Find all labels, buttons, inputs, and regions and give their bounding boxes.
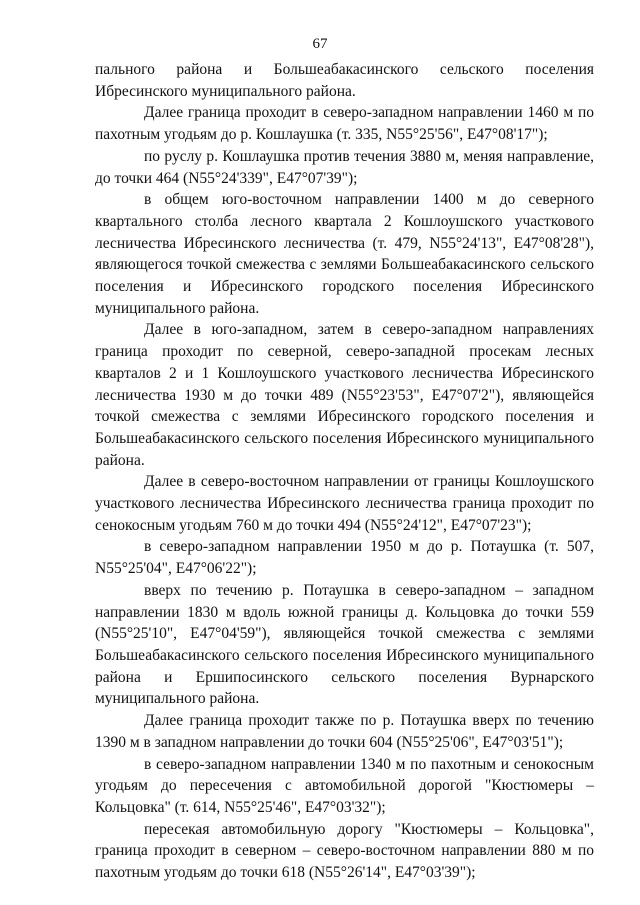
paragraph: в северо-западном направлении 1950 м до р. Потаушка (т. 507, N55°25'04", E47°06'22");: [95, 538, 594, 578]
paragraph: в общем юго-восточном направлении 1400 м до северного квартального столба лесного квартала 2 Кошлоушского участкового лесничества Ибресинского лесничества (т. 479, N55°24'13", E47°08'28"), являющегося точкой смежества с землями Большеабакасинского сельского поселения и Ибресинского городского поселения Ибресинского муниципального района.: [95, 191, 594, 317]
paragraph: Далее граница проходит в северо-западном направлении 1460 м по пахотным угодьям до р. Кошлаушка (т. 335, N55°25'56", E47°08'17");: [95, 104, 594, 144]
paragraph: Далее в юго-западном, затем в северо-западном направлениях граница проходит по северной, северо-западной просекам лесных кварталов 2 и 1 Кошлоушского участкового лесничества Ибресинского лесничества 1930 м до точки 489 (N55°23'53", E47°07'2"), являющейся точкой смежества с землями Ибресинского городского поселения и Большеабакасинского сельского поселения Ибресинского муниципального района.: [95, 321, 594, 469]
paragraph: вверх по течению р. Потаушка в северо-западном – западном направлении 1830 м вдоль южной границы д. Кольцовка до точки 559 (N55°25'10", E47°04'59"), являющейся точкой смежества с землями Большеабакасинского сельского поселения Ибресинского муниципального района и Ершипосинского сельского поселения Вурнарского муниципального района.: [95, 581, 594, 708]
paragraph: Далее граница проходит также по р. Потаушка вверх по течению 1390 м в западном направлении до точки 604 (N55°25'06", E47°03'51");: [95, 712, 594, 751]
paragraph: пересекая автомобильную дорогу "Кюстюмеры – Кольцовка", граница проходит в северном – северо-восточном направлении 880 м по пахотным угодьям до точки 618 (N55°26'14", E47°03'39");: [95, 820, 594, 882]
paragraph: Далее в северо-восточном направлении от границы Кошлоушского участкового лесничества Ибресинского лесничества граница проходит по сенокосным угодьям 760 м до точки 494 (N55°24'12", E47°07'23");: [95, 473, 594, 534]
page-number: 67: [312, 36, 328, 52]
paragraph: по руслу р. Кошлаушка против течения 3880 м, меняя направление, до точки 464 (N55°24'339", E47°07'39");: [95, 147, 594, 187]
paragraph-continuation: пального района и Большеабакасинского сельского поселения Ибресинского муниципального района.: [95, 61, 594, 100]
paragraph: в северо-западном направлении 1340 м по пахотным и сенокосным угодьям до пересечения с автомобильной дорогой "Кюстюмеры – Кольцовка" (т. 614, N55°25'46", E47°03'32");: [95, 755, 594, 816]
document-body: [95, 59, 594, 884]
